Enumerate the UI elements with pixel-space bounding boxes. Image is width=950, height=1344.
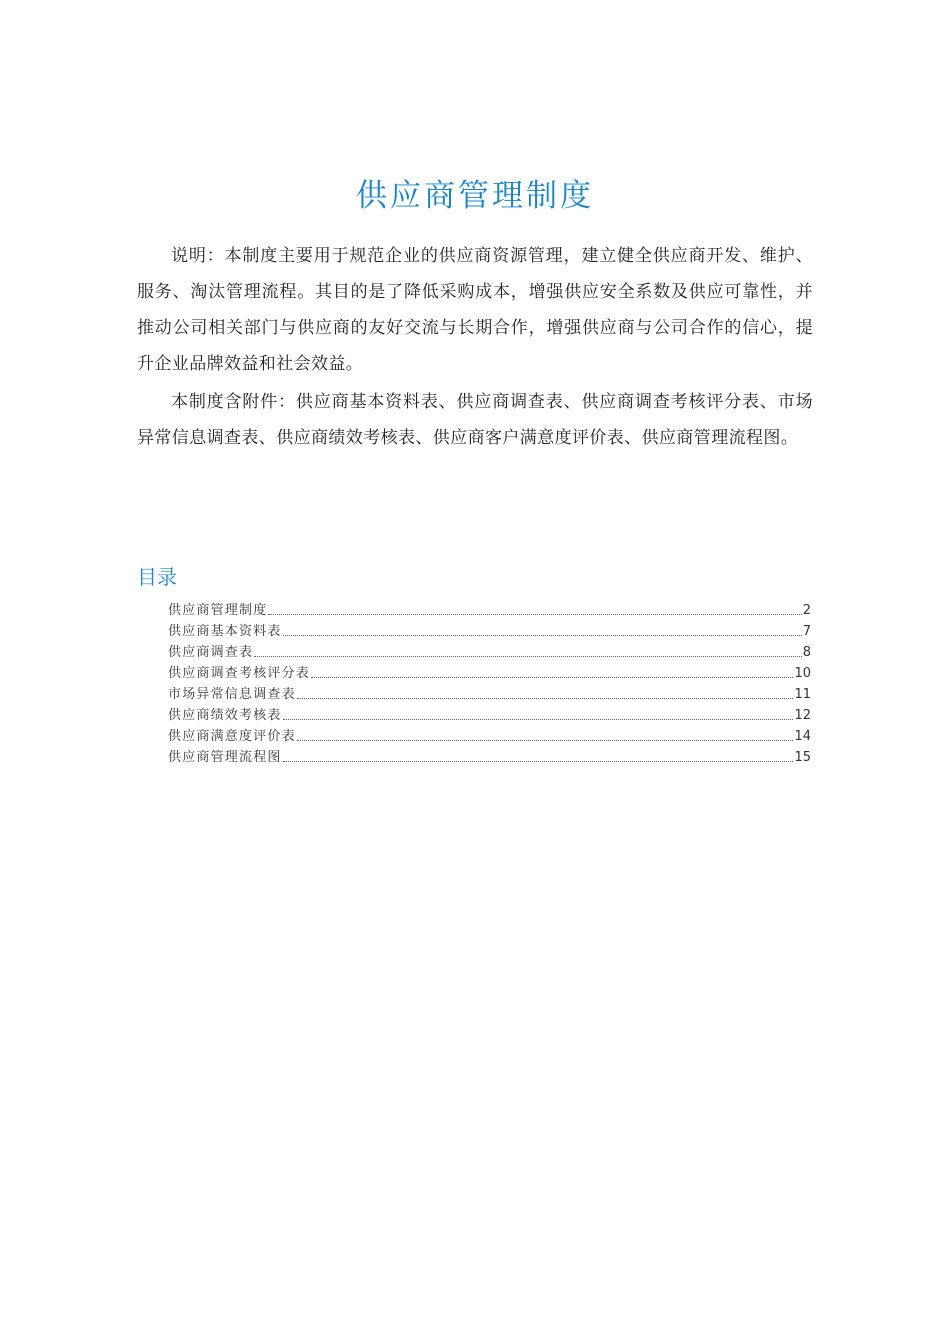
toc-entry[interactable] bbox=[168, 663, 811, 684]
toc-entry-label: 供应商调查考核评分表 bbox=[168, 666, 311, 681]
toc-entry-page: 10 bbox=[794, 666, 811, 681]
toc-entry-label: 供应商管理制度 bbox=[168, 603, 268, 618]
toc-dot-leader bbox=[283, 718, 794, 720]
document-title: 供应商管理制度 bbox=[356, 177, 594, 214]
toc-entry-page: 2 bbox=[802, 603, 811, 618]
toc-entry[interactable] bbox=[168, 621, 811, 642]
toc-dot-leader bbox=[311, 676, 793, 678]
toc-entry-label: 供应商绩效考核表 bbox=[168, 708, 282, 723]
toc-dot-leader bbox=[283, 634, 802, 636]
toc-entry-page: 14 bbox=[794, 729, 811, 744]
toc-dot-leader bbox=[254, 655, 802, 657]
toc-dot-leader bbox=[268, 613, 801, 615]
toc-entry[interactable] bbox=[168, 726, 811, 747]
toc-entry-page: 12 bbox=[794, 708, 811, 723]
toc-entry-label: 市场异常信息调查表 bbox=[168, 687, 296, 702]
toc-entry-page: 11 bbox=[794, 687, 811, 702]
toc-dot-leader bbox=[283, 760, 794, 762]
toc-dot-leader bbox=[297, 697, 794, 699]
intro-paragraph: 说明：本制度主要用于规范企业的供应商资源管理，建立健全供应商开发、维护、服务、淘汰管理流程。其目的是了降低采购成本，增强供应安全系数及供应可靠性，并推动公司相关部门与供应商的友好交流与长期合作，增强供应商与公司合作的信心，提升企业品牌效益和社会效益。 bbox=[137, 246, 813, 374]
toc-heading: 目录 bbox=[137, 565, 177, 589]
toc-entry[interactable] bbox=[168, 705, 811, 726]
toc-entry[interactable] bbox=[168, 747, 811, 768]
toc-entry-label: 供应商满意度评价表 bbox=[168, 729, 296, 744]
toc-entry-page: 7 bbox=[802, 624, 811, 639]
toc-entry-label: 供应商管理流程图 bbox=[168, 750, 282, 765]
toc-dot-leader bbox=[297, 739, 794, 741]
attachments-paragraph: 本制度含附件：供应商基本资料表、供应商调查表、供应商调查考核评分表、市场异常信息调查表、供应商绩效考核表、供应商客户满意度评价表、供应商管理流程图。 bbox=[137, 392, 813, 448]
toc-entry-page: 15 bbox=[794, 750, 811, 765]
toc-entry-label: 供应商调查表 bbox=[168, 645, 254, 660]
toc-entry-label: 供应商基本资料表 bbox=[168, 624, 282, 639]
toc-entry-page: 8 bbox=[802, 645, 811, 660]
table-of-contents bbox=[168, 600, 811, 768]
toc-entry[interactable] bbox=[168, 642, 811, 663]
toc-entry[interactable] bbox=[168, 600, 811, 621]
toc-entry[interactable] bbox=[168, 684, 811, 705]
